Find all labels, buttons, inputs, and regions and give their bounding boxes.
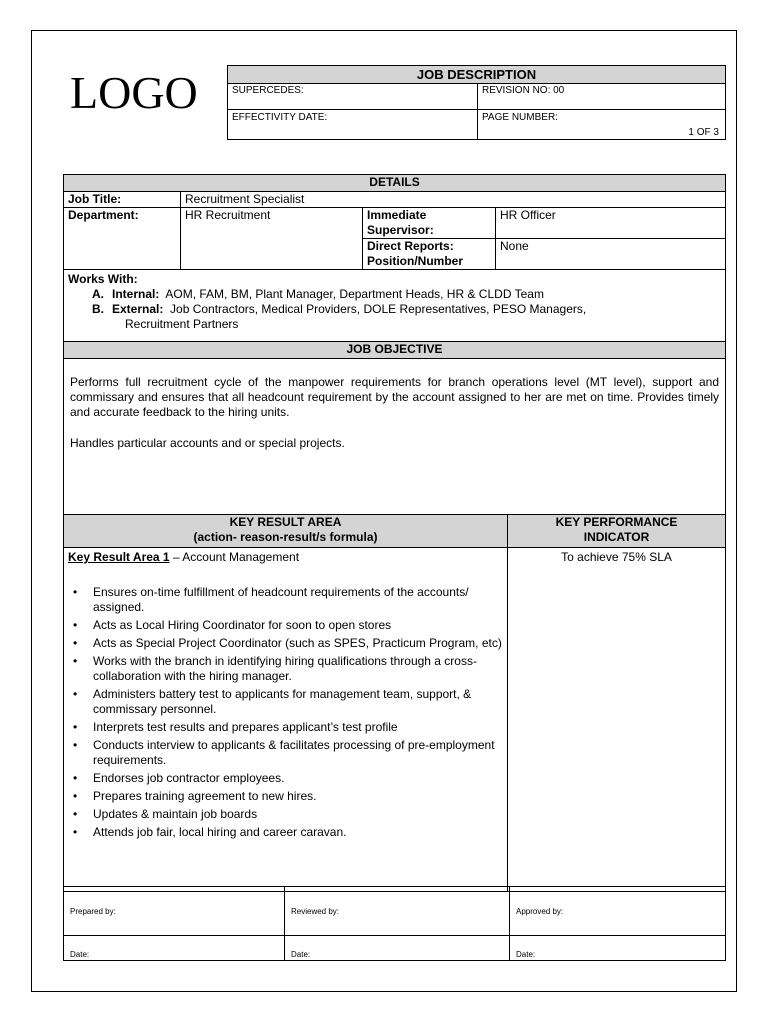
reviewed-date-field[interactable]: Date:	[285, 936, 510, 961]
list-item: • Updates & maintain job boards	[93, 807, 503, 822]
list-item: • Conducts interview to applicants & facilitates processing of pre-employment requirements.	[93, 738, 503, 768]
objective-paragraph: Handles particular accounts and or special projects.	[70, 436, 345, 450]
list-item: • Prepares training agreement to new hires.	[93, 789, 503, 804]
signoff-table	[63, 886, 726, 961]
internal-label: Internal:	[112, 287, 160, 301]
document-title: JOB DESCRIPTION	[228, 66, 726, 84]
prepared-date-field[interactable]: Date:	[64, 936, 285, 961]
page-number-value: 1 OF 3	[688, 127, 719, 138]
internal-letter: A.	[92, 287, 104, 301]
list-item: • Ensures on-time fulfillment of headcount requirements of the accounts/ assigned.	[93, 585, 503, 615]
effectivity-date-field: EFFECTIVITY DATE:	[228, 110, 478, 140]
objective-paragraph: Performs full recruitment cycle of the manpower requirements for branch operations level (MT level), support and commissary and ensures that all headcount requirement by the account assigned to her are met on time. Provides timely and accurate feedback to the hiring units.	[70, 375, 720, 419]
approved-by-field[interactable]: Approved by:	[510, 887, 726, 936]
approved-date-field[interactable]: Date:	[510, 936, 726, 961]
job-title-value: Recruitment Specialist	[181, 192, 726, 208]
external-value: Job Contractors, Medical Providers, DOLE Representatives, PESO Managers,	[170, 302, 587, 316]
works-with-section	[64, 270, 726, 342]
revision-field: REVISION NO: 00	[478, 84, 726, 110]
list-item: • Works with the branch in identifying hiring qualifications through a cross-collaboration with the hiring manager.	[93, 654, 503, 684]
list-item: • Acts as Special Project Coordinator (such as SPES, Practicum Program, etc)	[93, 636, 503, 651]
list-item: • Endorses job contractor employees.	[93, 771, 503, 786]
job-description-table	[63, 174, 726, 892]
department-value: HR Recruitment	[181, 208, 363, 270]
page-number-field	[478, 110, 726, 140]
page-number-label: PAGE NUMBER:	[482, 112, 558, 123]
works-with-label: Works With:	[68, 272, 138, 286]
kra-heading-line: (action- reason-result/s formula)	[193, 530, 378, 544]
document-header-table	[227, 65, 726, 140]
key-result-area-body	[64, 548, 508, 892]
key-result-area-heading	[64, 515, 508, 548]
list-item: • Interprets test results and prepares applicant’s test profile	[93, 720, 503, 735]
supercedes-field: SUPERCEDES:	[228, 84, 478, 110]
department-label: Department:	[64, 208, 181, 270]
direct-reports-value: None	[496, 239, 726, 270]
job-objective-heading: JOB OBJECTIVE	[64, 342, 726, 359]
list-item: • Attends job fair, local hiring and career caravan.	[93, 825, 503, 840]
list-item: • Administers battery test to applicants for management team, support, & commissary personnel.	[93, 687, 503, 717]
internal-value: AOM, FAM, BM, Plant Manager, Department Heads, HR & CLDD Team	[165, 287, 544, 301]
external-label: External:	[112, 302, 164, 316]
kpi-heading-line: KEY PERFORMANCE	[555, 515, 678, 529]
works-with-internal	[68, 287, 721, 302]
kra-bullet-list	[68, 585, 503, 840]
direct-reports-label: Direct Reports: Position/Number	[363, 239, 496, 270]
external-value-continued: Recruitment Partners	[125, 317, 239, 331]
job-objective-body	[64, 359, 726, 515]
list-item: • Acts as Local Hiring Coordinator for soon to open stores	[93, 618, 503, 633]
kra-area-suffix: – Account Management	[169, 550, 300, 564]
company-logo: LOGO	[70, 67, 198, 118]
immediate-supervisor-label: Immediate Supervisor:	[363, 208, 496, 239]
details-heading: DETAILS	[64, 175, 726, 192]
kpi-heading-line: INDICATOR	[583, 530, 650, 544]
job-title-label: Job Title:	[64, 192, 181, 208]
kpi-heading	[508, 515, 726, 548]
works-with-external	[68, 302, 721, 317]
external-letter: B.	[92, 302, 104, 316]
prepared-by-field[interactable]: Prepared by:	[64, 887, 285, 936]
reviewed-by-field[interactable]: Reviewed by:	[285, 887, 510, 936]
kra-area-name: Key Result Area 1	[68, 550, 170, 564]
kpi-value: To achieve 75% SLA	[508, 548, 726, 892]
immediate-supervisor-value: HR Officer	[496, 208, 726, 239]
kra-heading-line: KEY RESULT AREA	[229, 515, 342, 529]
kra-area-title	[68, 550, 503, 565]
